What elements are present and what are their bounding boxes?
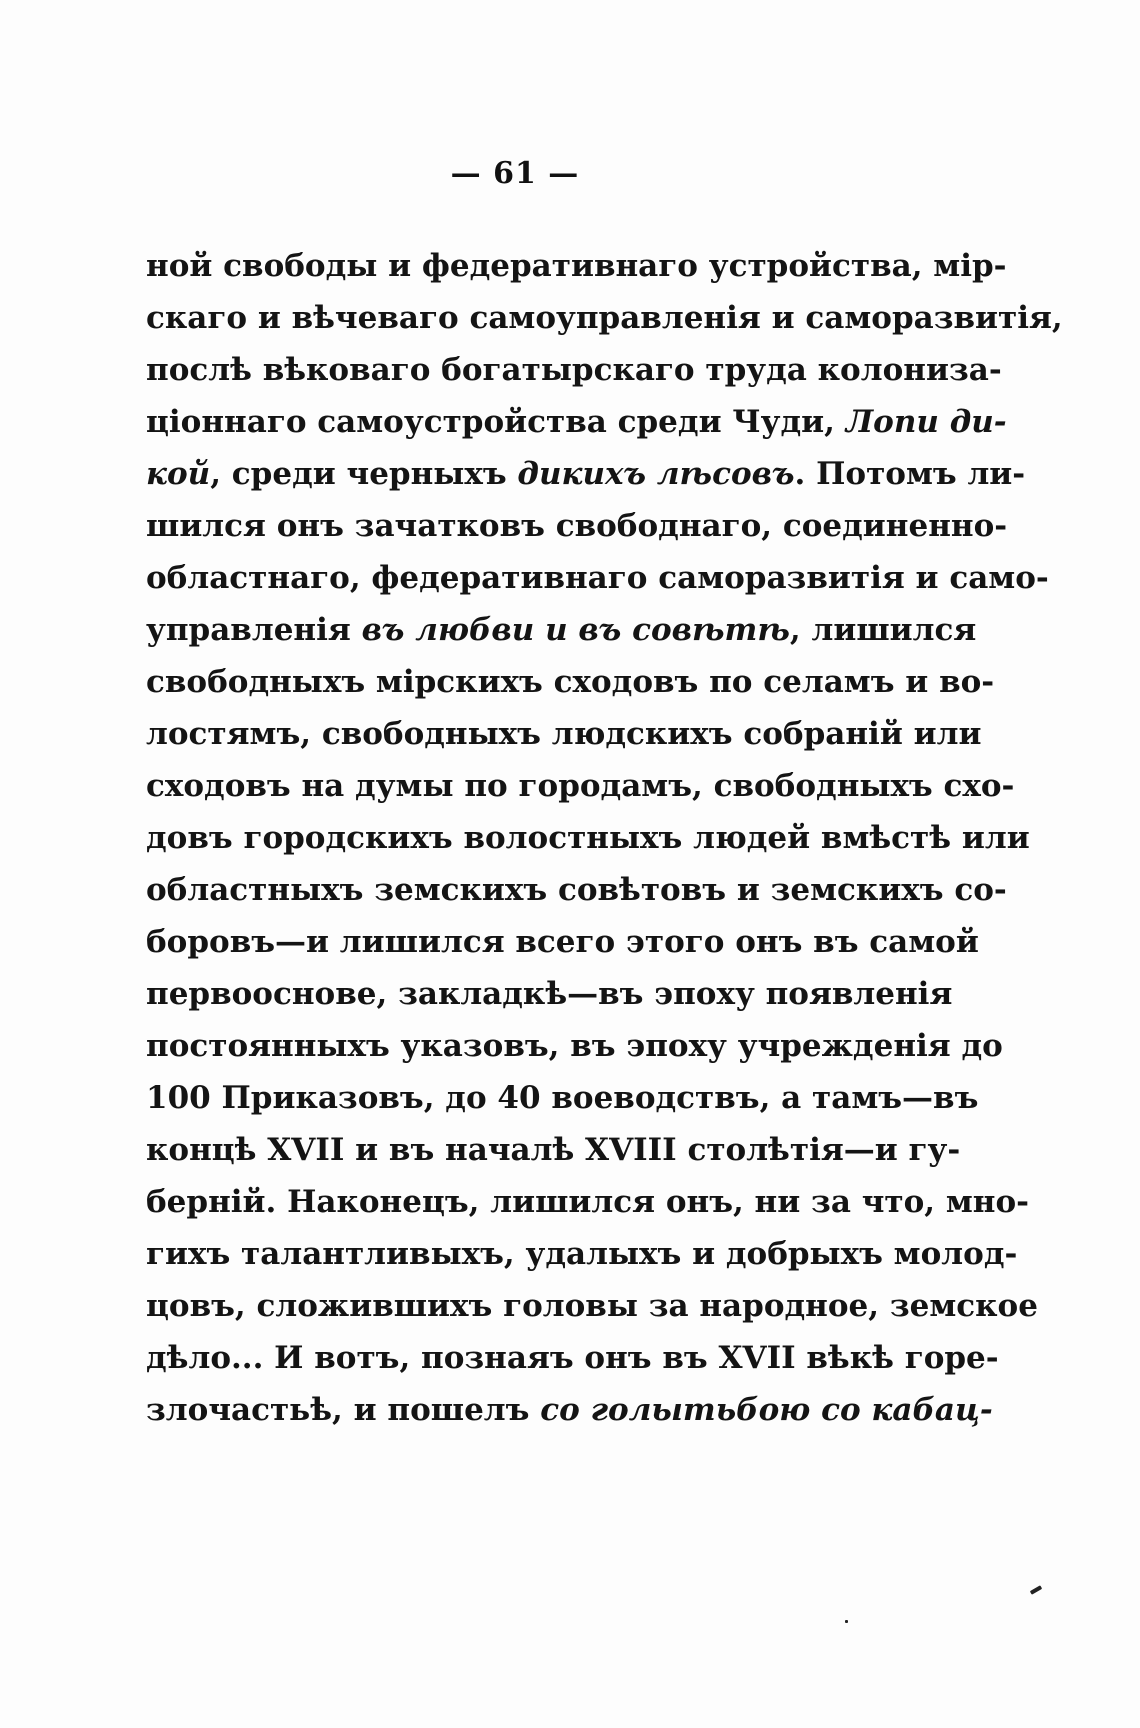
text-segment: областнаго, федеративнаго саморазвитія и само- xyxy=(146,560,1049,596)
text-segment: цовъ, сложившихъ головы за народное, земское xyxy=(146,1288,1038,1324)
text-line xyxy=(146,396,1007,448)
italic-text: въ любви и въ совѣтѣ xyxy=(361,612,790,648)
italic-text: Лопи ди- xyxy=(845,404,1007,440)
text-segment: областныхъ земскихъ совѣтовъ и земскихъ со- xyxy=(146,872,1007,908)
text-segment: ной свободы и федеративнаго устройства, мір- xyxy=(146,248,1007,284)
text-line xyxy=(146,1124,961,1176)
ink-speck xyxy=(845,1620,848,1623)
text-line xyxy=(146,1384,993,1436)
ink-speck xyxy=(1030,1585,1042,1594)
text-line xyxy=(146,656,995,708)
text-segment: концѣ XVII и въ началѣ XVIII столѣтія—и гу- xyxy=(146,1132,961,1168)
text-line xyxy=(146,708,982,760)
text-line xyxy=(146,1280,1038,1332)
text-line xyxy=(146,344,1002,396)
text-line xyxy=(146,812,1030,864)
text-segment: ціоннаго самоустройства среди Чуди, xyxy=(146,404,846,440)
italic-text: кой xyxy=(146,456,211,492)
text-line xyxy=(146,760,1015,812)
text-line xyxy=(146,1020,1003,1072)
text-line xyxy=(146,916,979,968)
text-segment: боровъ—и лишился всего этого онъ въ самой xyxy=(146,924,979,960)
text-segment: постоянныхъ указовъ, въ эпоху учрежденія до xyxy=(146,1028,1003,1064)
text-segment: довъ городскихъ волостныхъ людей вмѣстѣ или xyxy=(146,820,1030,856)
text-line xyxy=(146,552,1049,604)
text-line xyxy=(146,240,1007,292)
page-number: — 61 — xyxy=(450,156,580,191)
text-line xyxy=(146,604,977,656)
text-line xyxy=(146,500,1008,552)
text-segment: , лишился xyxy=(789,612,977,648)
text-segment: первооснове, закладкѣ—въ эпоху появленія xyxy=(146,976,953,1012)
text-line xyxy=(146,864,1007,916)
text-line xyxy=(146,448,1026,500)
text-line xyxy=(146,292,1063,344)
text-segment: злочастьѣ, и пошелъ xyxy=(146,1392,541,1428)
text-segment: , среди черныхъ xyxy=(210,456,518,492)
text-line xyxy=(146,1332,999,1384)
italic-text: дикихъ лѣсовъ xyxy=(517,456,795,492)
text-segment: берній. Наконецъ, лишился онъ, ни за что, мно- xyxy=(146,1184,1030,1220)
text-segment: лостямъ, свободныхъ людскихъ собраній или xyxy=(146,716,982,752)
text-segment: управленія xyxy=(146,612,362,648)
text-segment: 100 Приказовъ, до 40 воеводствъ, а тамъ—въ xyxy=(146,1080,979,1116)
text-segment: гихъ талантливыхъ, удалыхъ и добрыхъ молод- xyxy=(146,1236,1018,1272)
text-segment: послѣ вѣковаго богатырскаго труда колониза- xyxy=(146,352,1002,388)
italic-text: со голытьбою со кабац- xyxy=(540,1392,993,1428)
text-segment: скаго и вѣчеваго самоуправленія и саморазвитія, xyxy=(146,300,1063,336)
text-segment: сходовъ на думы по городамъ, свободныхъ схо- xyxy=(146,768,1015,804)
text-segment: свободныхъ мірскихъ сходовъ по селамъ и во- xyxy=(146,664,995,700)
text-segment: дѣло... И вотъ, познаяъ онъ въ XVII вѣкѣ горе- xyxy=(146,1340,999,1376)
body-text xyxy=(146,240,1063,1436)
text-segment: . Потомъ ли- xyxy=(794,456,1026,492)
text-segment: шился онъ зачатковъ свободнаго, соединенно- xyxy=(146,508,1008,544)
text-line xyxy=(146,968,953,1020)
text-line xyxy=(146,1176,1030,1228)
text-line xyxy=(146,1228,1018,1280)
text-line xyxy=(146,1072,979,1124)
